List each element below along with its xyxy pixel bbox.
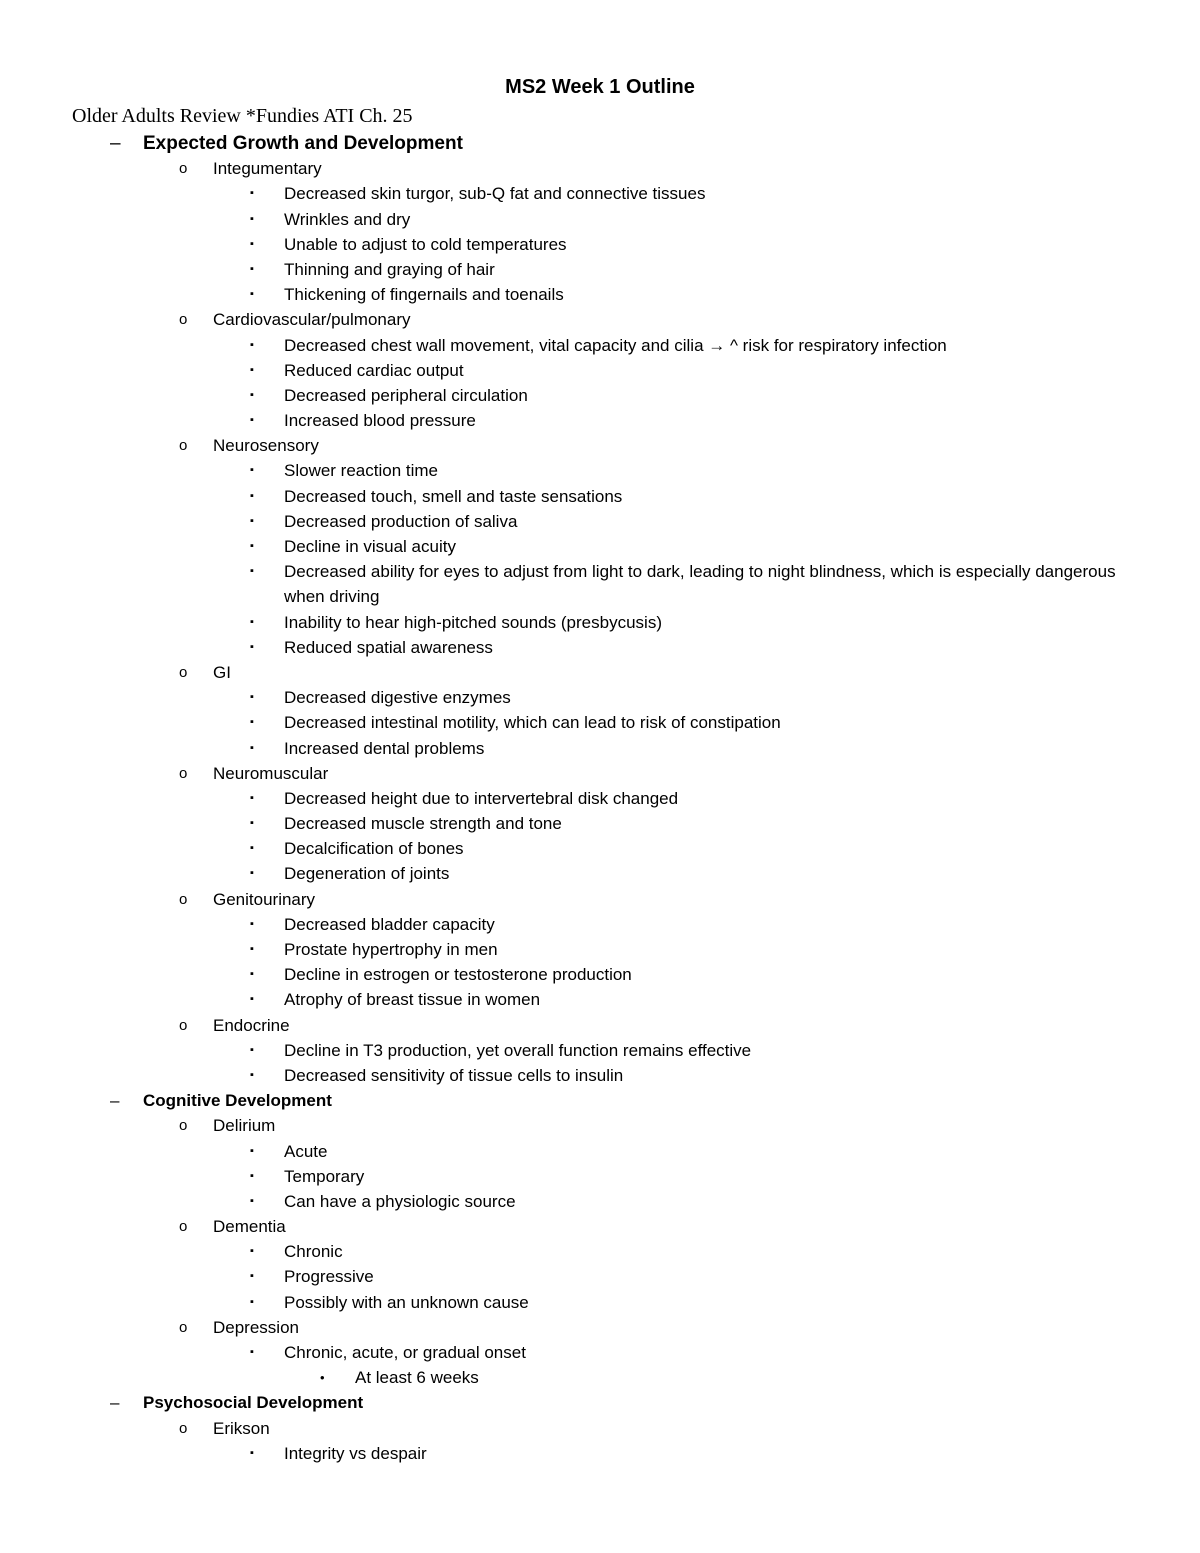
list-marker: ▪ (250, 791, 254, 804)
list-marker: ▪ (250, 716, 254, 729)
list-marker: ▪ (250, 842, 254, 855)
bullet-item (0, 232, 1200, 257)
bullet-item (0, 1139, 1200, 1164)
bullet-item-text: Thickening of fingernails and toenails (284, 285, 564, 305)
bullet-item (0, 1441, 1200, 1466)
bullet-item (0, 559, 1200, 609)
list-marker: ▪ (250, 1043, 254, 1056)
bullet-item-text: Decreased bladder capacity (284, 914, 495, 934)
subsection-item (0, 660, 1200, 685)
bullet-item-text: Prostate hypertrophy in men (284, 940, 498, 960)
bullet-item (0, 1189, 1200, 1214)
list-marker: ▪ (250, 464, 254, 477)
bullet-item-text: Increased blood pressure (284, 411, 476, 431)
subsection-item (0, 1013, 1200, 1038)
outline-list (0, 131, 1200, 1466)
bullet-item (0, 861, 1200, 886)
section-heading (0, 1088, 1200, 1113)
list-marker: ▪ (250, 262, 254, 275)
list-marker: ▪ (250, 968, 254, 981)
list-marker: ▪ (250, 1169, 254, 1182)
subsection-item (0, 1113, 1200, 1138)
subsection-item (0, 433, 1200, 458)
bullet-item (0, 408, 1200, 433)
list-marker: ▪ (250, 489, 254, 502)
bullet-item-text: Reduced cardiac output (284, 360, 464, 380)
list-marker: ▪ (250, 867, 254, 880)
bullet-item (0, 358, 1200, 383)
subsection-item-text: GI (213, 662, 231, 682)
list-marker: ▪ (250, 363, 254, 376)
bullet-item (0, 509, 1200, 534)
bullet-item (0, 610, 1200, 635)
list-marker: o (179, 311, 188, 329)
section-heading-text: Psychosocial Development (143, 1393, 364, 1413)
bullet-item-text: Decreased skin turgor, sub-Q fat and connective tissues (284, 184, 706, 204)
bullet-item-text: Degeneration of joints (284, 864, 450, 884)
sub-bullet-item (0, 1365, 1200, 1390)
bullet-item (0, 484, 1200, 509)
subsection-item-text: Dementia (213, 1217, 286, 1237)
list-marker: ▪ (250, 1068, 254, 1081)
bullet-item (0, 685, 1200, 710)
bullet-item (0, 181, 1200, 206)
document-subtitle: Older Adults Review *Fundies ATI Ch. 25 (72, 105, 413, 127)
bullet-item (0, 534, 1200, 559)
bullet-item-text: Decreased height due to intervertebral disk changed (284, 788, 679, 808)
bullet-item (0, 1340, 1200, 1365)
list-marker: o (179, 764, 188, 782)
list-marker: • (320, 1370, 325, 1386)
subsection-item-text: Neurosensory (213, 436, 319, 456)
bullet-item (0, 836, 1200, 861)
subsection-item-text: Endocrine (213, 1015, 290, 1035)
list-marker: o (179, 890, 188, 908)
bullet-item-text: Decreased chest wall movement, vital capacity and cilia → ^ risk for respiratory infection (284, 335, 947, 355)
section-heading-text: Cognitive Development (143, 1091, 332, 1111)
bullet-item-text: Decreased intestinal motility, which can lead to risk of constipation (284, 713, 781, 733)
bullet-item (0, 962, 1200, 987)
list-marker: ▪ (250, 1270, 254, 1283)
bullet-item-text: Decline in estrogen or testosterone production (284, 965, 632, 985)
list-marker: o (179, 1318, 188, 1336)
list-marker: ▪ (250, 288, 254, 301)
list-marker: – (110, 1393, 120, 1413)
bullet-item-text: Acute (284, 1141, 328, 1161)
bullet-item-text: Possibly with an unknown cause (284, 1292, 529, 1312)
bullet-item (0, 257, 1200, 282)
subsection-item-text: Integumentary (213, 159, 322, 179)
bullet-item-text: Unable to adjust to cold temperatures (284, 234, 567, 254)
section-heading (0, 1390, 1200, 1415)
bullet-item (0, 1164, 1200, 1189)
list-marker: ▪ (250, 565, 254, 578)
list-marker: o (179, 663, 188, 681)
bullet-item-text: Thinning and graying of hair (284, 259, 495, 279)
section-heading-text: Expected Growth and Development (143, 133, 463, 154)
bullet-item (0, 811, 1200, 836)
bullet-item-text: Integrity vs despair (284, 1443, 427, 1463)
bullet-item-text: Increased dental problems (284, 738, 485, 758)
subsection-item (0, 307, 1200, 332)
list-marker: ▪ (250, 1144, 254, 1157)
bullet-item (0, 458, 1200, 483)
bullet-item (0, 1239, 1200, 1264)
list-marker: o (179, 1419, 188, 1437)
bullet-item-text: Decreased touch, smell and taste sensations (284, 486, 623, 506)
list-marker: ▪ (250, 1446, 254, 1459)
subsection-item-text: Genitourinary (213, 889, 316, 909)
list-marker: ▪ (250, 1245, 254, 1258)
list-marker: – (110, 133, 121, 154)
bullet-item (0, 786, 1200, 811)
bullet-item-text: Decline in visual acuity (284, 537, 456, 556)
subsection-item (0, 1416, 1200, 1441)
bullet-item-text: Decreased sensitivity of tissue cells to insulin (284, 1065, 624, 1085)
bullet-item-text: Wrinkles and dry (284, 209, 411, 229)
list-marker: ▪ (250, 993, 254, 1006)
subsection-item-text: Erikson (213, 1418, 270, 1438)
bullet-item-text: Can have a physiologic source (284, 1191, 516, 1211)
bullet-item (0, 635, 1200, 660)
subsection-item (0, 1315, 1200, 1340)
list-marker: ▪ (250, 817, 254, 830)
list-marker: ▪ (250, 338, 254, 351)
bullet-item (0, 383, 1200, 408)
document-title: MS2 Week 1 Outline (505, 76, 695, 98)
list-marker: o (179, 1218, 188, 1236)
list-marker: ▪ (250, 615, 254, 628)
list-marker: ▪ (250, 237, 254, 250)
bullet-item-text: Inability to hear high-pitched sounds (presbycusis) (284, 612, 662, 632)
bullet-item-text: Slower reaction time (284, 461, 439, 481)
list-marker: o (179, 160, 188, 178)
bullet-item (0, 282, 1200, 307)
bullet-item-text: Temporary (284, 1166, 365, 1186)
bullet-item (0, 207, 1200, 232)
section-heading (0, 131, 1200, 156)
bullet-item-text: Decline in T3 production, yet overall function remains effective (284, 1040, 752, 1060)
subsection-item-text: Neuromuscular (213, 763, 329, 783)
bullet-item (0, 1290, 1200, 1315)
subsection-item-text: Cardiovascular/pulmonary (213, 310, 411, 330)
list-marker: ▪ (250, 187, 254, 200)
bullet-item-text: Atrophy of breast tissue in women (284, 990, 541, 1010)
list-marker: ▪ (250, 414, 254, 427)
bullet-item (0, 987, 1200, 1012)
list-marker: ▪ (250, 943, 254, 956)
list-marker: ▪ (250, 741, 254, 754)
bullet-item (0, 1038, 1200, 1063)
bullet-item-text: Decalcification of bones (284, 839, 464, 859)
bullet-item-text: Decreased ability for eyes to adjust from light to dark, leading to night blindness, which is especially dangerous when driving (284, 562, 1116, 607)
subsection-item-text: Depression (213, 1317, 299, 1337)
bullet-item (0, 1063, 1200, 1088)
bullet-item-text: Reduced spatial awareness (284, 637, 493, 657)
list-marker: o (179, 437, 188, 455)
list-marker: ▪ (250, 540, 254, 552)
subsection-item-text: Delirium (213, 1116, 276, 1136)
bullet-item (0, 736, 1200, 761)
sub-bullet-item-text: At least 6 weeks (355, 1368, 479, 1388)
list-marker: ▪ (250, 514, 254, 527)
bullet-item (0, 912, 1200, 937)
bullet-item (0, 937, 1200, 962)
list-marker: ▪ (250, 1295, 254, 1308)
list-marker: o (179, 1016, 188, 1034)
list-marker: ▪ (250, 691, 254, 704)
bullet-item-text: Decreased digestive enzymes (284, 688, 511, 708)
bullet-item-text: Decreased muscle strength and tone (284, 814, 562, 834)
list-marker: ▪ (250, 917, 254, 930)
subsection-item (0, 887, 1200, 912)
list-marker: ▪ (250, 212, 254, 225)
bullet-item-text: Chronic, acute, or gradual onset (284, 1343, 526, 1363)
subsection-item (0, 761, 1200, 786)
bullet-item-text: Chronic (284, 1242, 343, 1262)
bullet-item (0, 333, 1200, 358)
bullet-item-text: Decreased peripheral circulation (284, 385, 528, 405)
list-marker: ▪ (250, 1346, 254, 1359)
list-marker: ▪ (250, 1194, 254, 1207)
bullet-item (0, 710, 1200, 735)
list-marker: ▪ (250, 388, 254, 401)
list-marker: ▪ (250, 640, 254, 653)
list-marker: o (179, 1117, 188, 1135)
subsection-item (0, 156, 1200, 181)
subsection-item (0, 1214, 1200, 1239)
bullet-item-text: Decreased production of saliva (284, 511, 518, 531)
bullet-item (0, 1264, 1200, 1289)
bullet-item-text: Progressive (284, 1267, 374, 1287)
list-marker: – (110, 1091, 120, 1111)
